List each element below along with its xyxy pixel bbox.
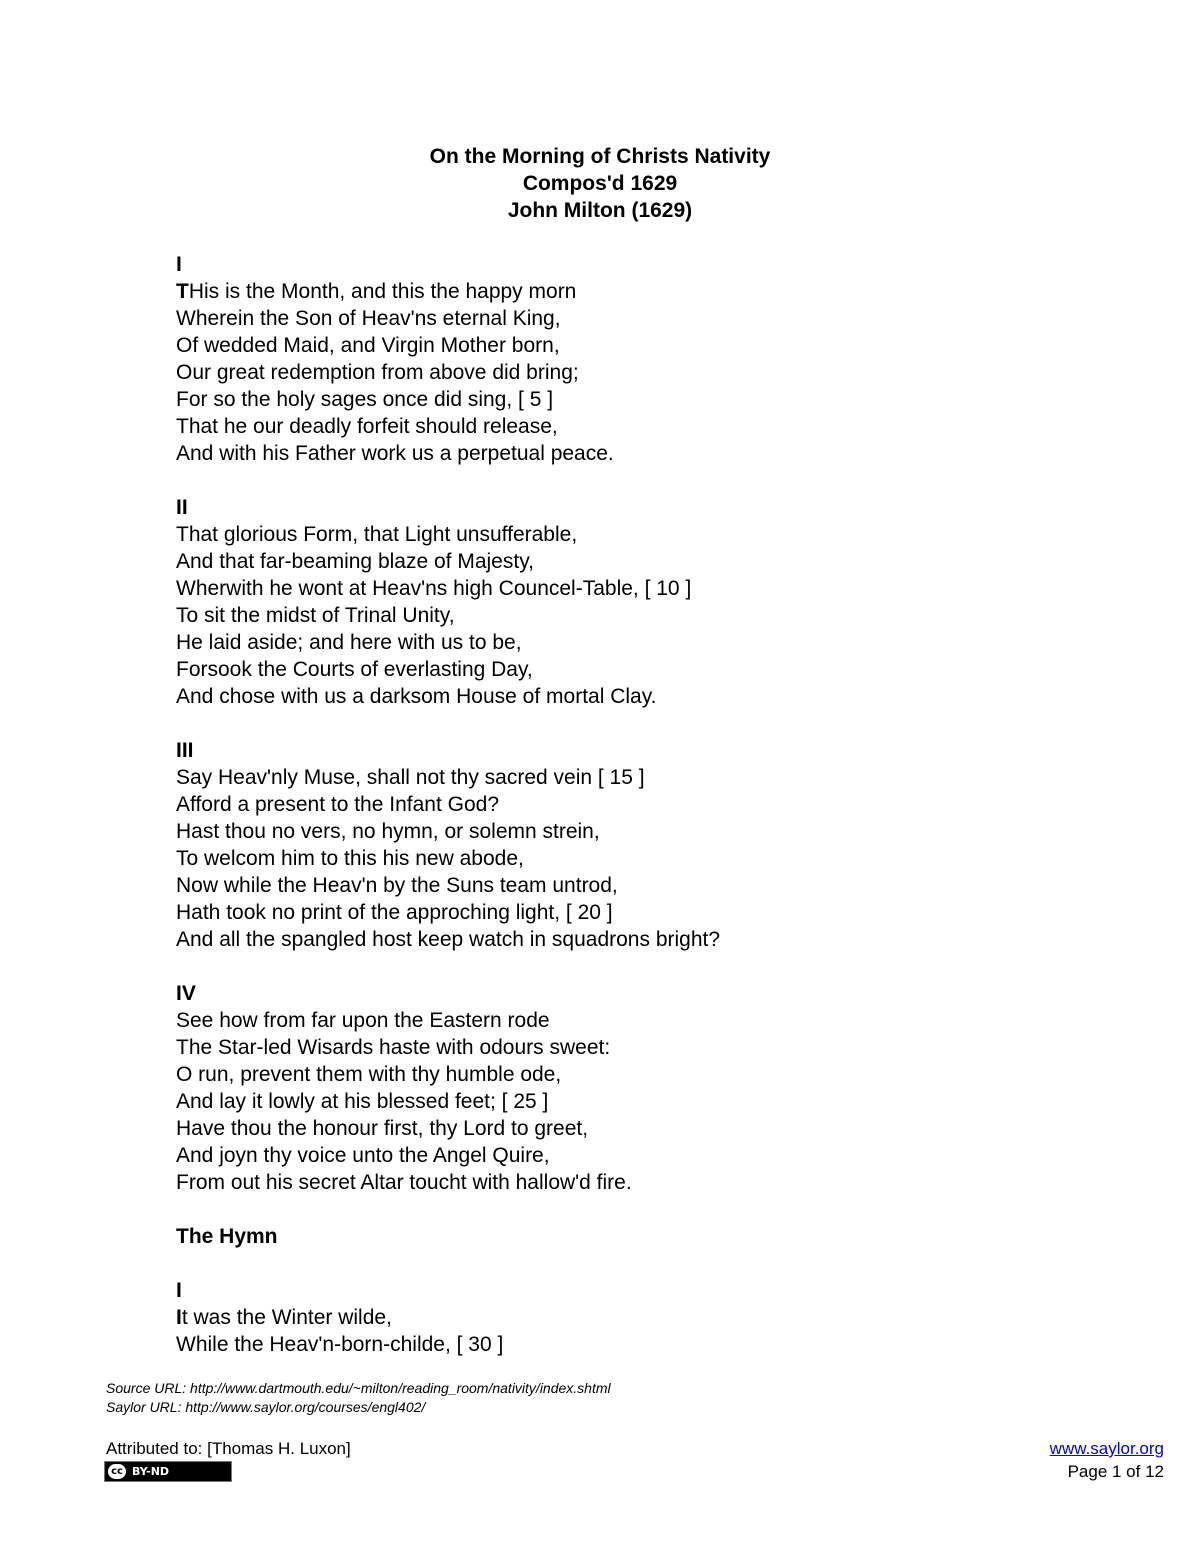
poem-line: Wherein the Son of Heav'ns eternal King,	[176, 307, 561, 330]
poem-author: John Milton (1629)	[507, 199, 693, 222]
cc-license-badge	[104, 1461, 232, 1482]
poem-body	[176, 251, 1076, 1385]
stanza-numeral: I	[176, 1279, 182, 1302]
stanza-numeral: IV	[176, 982, 196, 1005]
poem-line: For so the holy sages once did sing, [ 5 ]	[176, 388, 554, 411]
cc-license-label: BY-ND	[132, 1465, 170, 1478]
saylor-site-link[interactable]: www.saylor.org	[1049, 1439, 1164, 1458]
hymn-stanza-1	[176, 1277, 1076, 1358]
stanza-1	[176, 251, 1076, 467]
poem-line: To sit the midst of Trinal Unity,	[176, 604, 455, 627]
poem-line	[176, 278, 1076, 305]
poem-line: Have thou the honour first, thy Lord to greet,	[176, 1117, 589, 1140]
first-line-rest: t was the Winter wilde,	[181, 1306, 392, 1329]
stanza-numeral: II	[176, 496, 188, 519]
source-notes	[106, 1379, 611, 1417]
stanza-2	[176, 494, 1076, 710]
poem-line: That glorious Form, that Light unsufferable,	[176, 523, 578, 546]
document-header	[0, 143, 1200, 224]
stanza-numeral: I	[176, 253, 182, 276]
poem-line: And all the spangled host keep watch in squadrons bright?	[176, 928, 721, 951]
poem-line: O run, prevent them with thy humble ode,	[176, 1063, 562, 1086]
poem-line: Wherwith he wont at Heav'ns high Councel-Table, [ 10 ]	[176, 577, 692, 600]
drop-cap: T	[176, 280, 189, 303]
poem-line: From out his secret Altar toucht with hallow'd fire.	[176, 1171, 632, 1194]
hymn-heading: The Hymn	[176, 1225, 278, 1248]
stanza-numeral: III	[176, 739, 194, 762]
saylor-url: Saylor URL: http://www.saylor.org/courses/engl402/	[106, 1399, 426, 1415]
poem-line: Hast thou no vers, no hymn, or solemn strein,	[176, 820, 600, 843]
poem-line: Afford a present to the Infant God?	[176, 793, 499, 816]
poem-line: Of wedded Maid, and Virgin Mother born,	[176, 334, 560, 357]
poem-line: That he our deadly forfeit should release,	[176, 415, 558, 438]
poem-line: And joyn thy voice unto the Angel Quire,	[176, 1144, 550, 1167]
poem-subtitle: Compos'd 1629	[522, 172, 678, 195]
poem-line: To welcom him to this his new abode,	[176, 847, 524, 870]
poem-line: He laid aside; and here with us to be,	[176, 631, 522, 654]
poem-line: Hath took no print of the approching light, [ 20 ]	[176, 901, 613, 924]
poem-line: Forsook the Courts of everlasting Day,	[176, 658, 533, 681]
page-number: Page 1 of 12	[1067, 1462, 1164, 1481]
poem-line: And with his Father work us a perpetual peace.	[176, 442, 614, 465]
poem-line	[176, 1304, 1076, 1331]
poem-line: See how from far upon the Eastern rode	[176, 1009, 550, 1032]
poem-line: While the Heav'n-born-childe, [ 30 ]	[176, 1333, 504, 1356]
first-line-rest: His is the Month, and this the happy morn	[188, 280, 577, 303]
source-url: Source URL: http://www.dartmouth.edu/~milton/reading_room/nativity/index.shtml	[106, 1380, 611, 1396]
attribution: Attributed to: [Thomas H. Luxon]	[106, 1439, 351, 1458]
poem-line: The Star-led Wisards haste with odours sweet:	[176, 1036, 611, 1059]
poem-line: Now while the Heav'n by the Suns team untrod,	[176, 874, 618, 897]
stanza-4	[176, 980, 1076, 1196]
hymn-heading-block	[176, 1223, 1076, 1250]
poem-title: On the Morning of Christs Nativity	[429, 145, 771, 168]
poem-line: And chose with us a darksom House of mortal Clay.	[176, 685, 657, 708]
poem-line: Say Heav'nly Muse, shall not thy sacred vein [ 15 ]	[176, 766, 645, 789]
poem-line: And lay it lowly at his blessed feet; [ 25 ]	[176, 1090, 549, 1113]
poem-line: And that far-beaming blaze of Majesty,	[176, 550, 534, 573]
stanza-3	[176, 737, 1076, 953]
creative-commons-icon: cc	[108, 1464, 126, 1479]
poem-line: Our great redemption from above did bring;	[176, 361, 579, 384]
drop-cap: I	[176, 1306, 182, 1329]
